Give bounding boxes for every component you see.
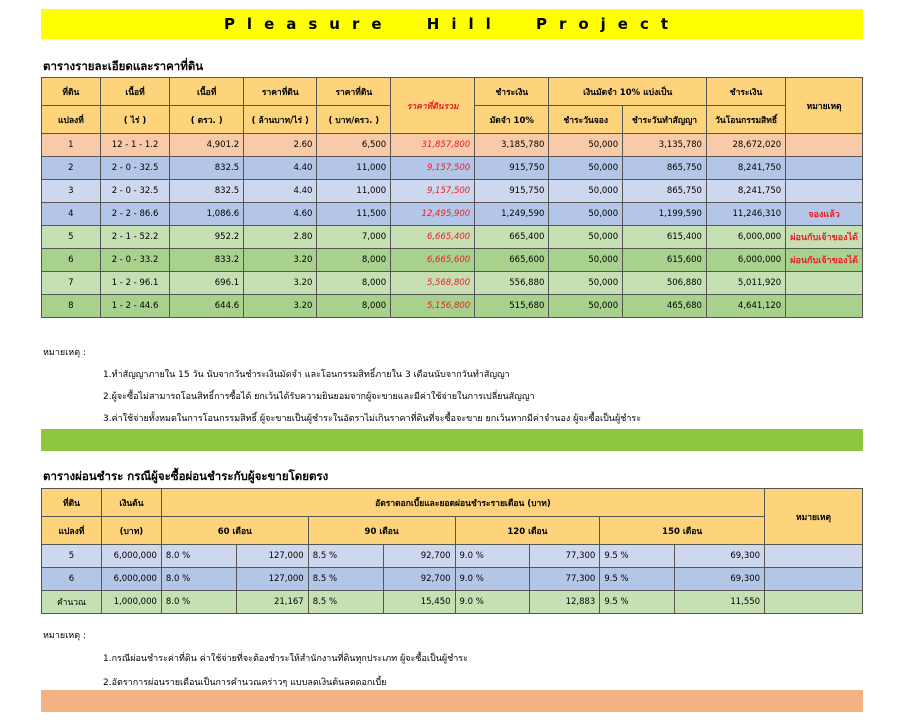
cell-rai: 2 - 2 - 86.6 xyxy=(100,203,170,226)
table-row xyxy=(42,591,863,614)
cell-reserve: 50,000 xyxy=(549,272,623,295)
cell-total: 31,857,800 xyxy=(391,134,475,157)
cell-wa: 832.5 xyxy=(170,180,244,203)
header-plot-b: แปลงที่ xyxy=(42,106,101,134)
cell-transfer: 11,246,310 xyxy=(706,203,785,226)
cell-contract: 1,199,590 xyxy=(623,203,707,226)
cell-v90: 92,700 xyxy=(383,545,455,568)
header-price-rai-b: ( ล้านบาท/ไร่ ) xyxy=(244,106,317,134)
cell-contract: 506,880 xyxy=(623,272,707,295)
cell-price-wa: 11,000 xyxy=(317,180,391,203)
cell-transfer: 6,000,000 xyxy=(706,249,785,272)
table-row xyxy=(42,203,863,226)
header-area-rai-b: ( ไร่ ) xyxy=(100,106,170,134)
cell-contract: 3,135,780 xyxy=(623,134,707,157)
cell-contract: 865,750 xyxy=(623,180,707,203)
cell-v150: 69,300 xyxy=(675,545,765,568)
table-row xyxy=(42,180,863,203)
header-price-wa-a: ราคาที่ดิน xyxy=(335,87,373,98)
inst-note-2: 2.อัตราการผ่อนรายเดือนเป็นการคำนวณคร่าวๆ แบบลดเงินต้นลดดอกเบี้ย xyxy=(103,678,387,688)
cell-deposit: 515,680 xyxy=(475,295,549,318)
header-split-contract: ชำระวันทำสัญญา xyxy=(623,106,707,134)
header-transfer-a: ชำระเงิน xyxy=(729,87,763,98)
land-note-1: 1.ทำสัญญาภายใน 15 วัน นับจากวันชำระเงินมัดจำ และโอนกรรมสิทธิ์ภายใน 3 เดือนนับจากวันทำสัญญา xyxy=(103,370,510,380)
cell-price-wa: 11,500 xyxy=(317,203,391,226)
inst-note-1: 1.กรณีผ่อนชำระค่าที่ดิน ค่าใช้จ่ายที่จะต้องชำระให้สำนักงานที่ดินทุกประเภท ผู้จะซื้อเป็นผู้ชำระ xyxy=(103,654,468,664)
cell-r120: 9.0 % xyxy=(455,591,530,614)
cell-contract: 465,680 xyxy=(623,295,707,318)
cell-v150: 11,550 xyxy=(675,591,765,614)
land-note-3: 3.ค่าใช้จ่ายทั้งหมดในการโอนกรรมสิทธิ์ ผู้จะขายเป็นผู้ชำระในอัตราไม่เกินราคาที่ดินที่จะซื้อจะขาย ยกเว้นหากมีค่าจำนอง ผู้จะซื้อเป็นผู้ชำระ xyxy=(103,414,642,424)
inst-header-group: อัตราดอกเบี้ยและยอดผ่อนชำระรายเดือน (บาท) xyxy=(161,489,764,517)
cell-contract: 615,600 xyxy=(623,249,707,272)
cell-contract: 865,750 xyxy=(623,157,707,180)
cell-rai: 2 - 0 - 32.5 xyxy=(100,157,170,180)
cell-price-wa: 6,500 xyxy=(317,134,391,157)
header-plot xyxy=(42,78,101,106)
land-note-2: 2.ผู้จะซื้อไม่สามารถโอนสิทธิ์การซื้อได้ ยกเว้นได้รับความยินยอมจากผู้จะขายและมีค่าใช้จ่ายในการเปลี่ยนสัญญา xyxy=(103,392,535,402)
cell-rai: 2 - 1 - 52.2 xyxy=(100,226,170,249)
inst-notes-head: หมายเหตุ : xyxy=(43,631,86,641)
cell-v120: 77,300 xyxy=(530,568,600,591)
cell-plot: 3 xyxy=(42,180,101,203)
cell-reserve: 50,000 xyxy=(549,157,623,180)
cell-transfer: 8,241,750 xyxy=(706,157,785,180)
cell-wa: 4,901.2 xyxy=(170,134,244,157)
land-notes-head: หมายเหตุ : xyxy=(43,348,86,358)
cell-price-rai: 2.60 xyxy=(244,134,317,157)
cell-deposit: 665,400 xyxy=(475,226,549,249)
inst-header-120: 120 เดือน xyxy=(455,517,600,545)
cell-r60: 8.0 % xyxy=(161,568,236,591)
header-transfer xyxy=(706,78,785,106)
inst-header-150: 150 เดือน xyxy=(600,517,765,545)
cell-deposit: 915,750 xyxy=(475,157,549,180)
cell-total: 5,156,800 xyxy=(391,295,475,318)
cell-r120: 9.0 % xyxy=(455,568,530,591)
cell-price-rai: 2.80 xyxy=(244,226,317,249)
header-price-rai-a: ราคาที่ดิน xyxy=(261,87,299,98)
header-price-wa xyxy=(317,78,391,106)
cell-deposit: 1,249,590 xyxy=(475,203,549,226)
cell-remark xyxy=(786,157,863,180)
header-price-rai xyxy=(244,78,317,106)
cell-remark xyxy=(765,545,863,568)
inst-header-60: 60 เดือน xyxy=(161,517,308,545)
cell-reserve: 50,000 xyxy=(549,180,623,203)
cell-price-wa: 7,000 xyxy=(317,226,391,249)
project-banner xyxy=(41,9,863,39)
cell-plot: คำนวณ xyxy=(42,591,102,614)
inst-header-principal-a: เงินต้น xyxy=(101,489,161,517)
cell-reserve: 50,000 xyxy=(549,226,623,249)
cell-price-rai: 4.40 xyxy=(244,180,317,203)
cell-wa: 833.2 xyxy=(170,249,244,272)
cell-remark: ผ่อนกับเจ้าของได้ xyxy=(786,226,863,249)
cell-remark xyxy=(786,272,863,295)
header-split-reserve: ชำระวันจอง xyxy=(549,106,623,134)
cell-price-wa: 8,000 xyxy=(317,249,391,272)
header-area-wa-b: ( ตรว. ) xyxy=(170,106,244,134)
cell-v120: 77,300 xyxy=(530,545,600,568)
cell-v90: 92,700 xyxy=(383,568,455,591)
cell-wa: 1,086.6 xyxy=(170,203,244,226)
cell-plot: 6 xyxy=(42,568,102,591)
cell-remark xyxy=(786,134,863,157)
table-row xyxy=(42,249,863,272)
inst-header-principal-b: (บาท) xyxy=(101,517,161,545)
cell-price-rai: 3.20 xyxy=(244,249,317,272)
cell-r60: 8.0 % xyxy=(161,591,236,614)
cell-principal: 1,000,000 xyxy=(101,591,161,614)
cell-plot: 5 xyxy=(42,226,101,249)
cell-plot: 8 xyxy=(42,295,101,318)
cell-plot: 1 xyxy=(42,134,101,157)
header-deposit-b: มัดจำ 10% xyxy=(475,106,549,134)
table-row xyxy=(42,545,863,568)
cell-remark xyxy=(765,591,863,614)
cell-price-wa: 8,000 xyxy=(317,272,391,295)
cell-r90: 8.5 % xyxy=(308,568,383,591)
cell-principal: 6,000,000 xyxy=(101,568,161,591)
cell-wa: 644.6 xyxy=(170,295,244,318)
cell-r150: 9.5 % xyxy=(600,568,675,591)
cell-wa: 696.1 xyxy=(170,272,244,295)
cell-deposit: 915,750 xyxy=(475,180,549,203)
table-row xyxy=(42,568,863,591)
cell-rai: 12 - 1 - 1.2 xyxy=(100,134,170,157)
cell-remark xyxy=(786,180,863,203)
cell-total: 6,665,600 xyxy=(391,249,475,272)
installment-title: ตารางผ่อนชำระ กรณีผู้จะซื้อผ่อนชำระกับผู้จะขายโดยตรง xyxy=(43,469,329,483)
table-row xyxy=(42,272,863,295)
cell-plot: 5 xyxy=(42,545,102,568)
header-remark: หมายเหตุ xyxy=(786,78,863,134)
cell-reserve: 50,000 xyxy=(549,295,623,318)
cell-price-rai: 4.40 xyxy=(244,157,317,180)
cell-principal: 6,000,000 xyxy=(101,545,161,568)
cell-plot: 6 xyxy=(42,249,101,272)
cell-rai: 2 - 0 - 33.2 xyxy=(100,249,170,272)
header-area-rai-a: เนื้อที่ xyxy=(125,87,145,98)
cell-transfer: 28,672,020 xyxy=(706,134,785,157)
header-total-price: ราคาที่ดินรวม xyxy=(391,78,475,134)
cell-contract: 615,400 xyxy=(623,226,707,249)
cell-v90: 15,450 xyxy=(383,591,455,614)
cell-reserve: 50,000 xyxy=(549,203,623,226)
cell-rai: 1 - 2 - 44.6 xyxy=(100,295,170,318)
cell-transfer: 4,641,120 xyxy=(706,295,785,318)
table-row xyxy=(42,134,863,157)
cell-r90: 8.5 % xyxy=(308,591,383,614)
cell-transfer: 5,011,920 xyxy=(706,272,785,295)
cell-remark xyxy=(786,295,863,318)
cell-total: 12,495,900 xyxy=(391,203,475,226)
cell-r150: 9.5 % xyxy=(600,591,675,614)
cell-plot: 4 xyxy=(42,203,101,226)
cell-transfer: 6,000,000 xyxy=(706,226,785,249)
cell-v120: 12,883 xyxy=(530,591,600,614)
cell-r90: 8.5 % xyxy=(308,545,383,568)
cell-total: 9,157,500 xyxy=(391,157,475,180)
project-title: Pleasure Hill Project xyxy=(223,15,681,33)
table-row xyxy=(42,157,863,180)
cell-rai: 1 - 2 - 96.1 xyxy=(100,272,170,295)
cell-price-rai: 3.20 xyxy=(244,272,317,295)
green-divider-bar xyxy=(41,429,863,451)
header-deposit xyxy=(475,78,549,106)
cell-deposit: 3,185,780 xyxy=(475,134,549,157)
cell-v150: 69,300 xyxy=(675,568,765,591)
header-price-wa-b: ( บาท/ตรว. ) xyxy=(317,106,391,134)
cell-price-rai: 4.60 xyxy=(244,203,317,226)
header-deposit-split: เงินมัดจำ 10% แบ่งเป็น xyxy=(549,78,707,106)
header-deposit-a: ชำระเงิน xyxy=(495,87,529,98)
header-area-rai xyxy=(100,78,170,106)
cell-price-rai: 3.20 xyxy=(244,295,317,318)
cell-r60: 8.0 % xyxy=(161,545,236,568)
cell-total: 9,157,500 xyxy=(391,180,475,203)
inst-header-plot-a: ที่ดิน xyxy=(42,489,102,517)
table-row xyxy=(42,295,863,318)
header-area-wa-a: เนื้อที่ xyxy=(196,87,217,98)
installment-table xyxy=(41,488,863,614)
cell-wa: 952.2 xyxy=(170,226,244,249)
cell-reserve: 50,000 xyxy=(549,134,623,157)
header-plot-a: ที่ดิน xyxy=(62,87,80,98)
inst-header-plot-b: แปลงที่ xyxy=(42,517,102,545)
cell-plot: 2 xyxy=(42,157,101,180)
land-details-title: ตารางรายละเอียดและราคาที่ดิน xyxy=(43,59,204,73)
land-details-table xyxy=(41,77,863,318)
orange-divider-bar xyxy=(41,690,863,712)
inst-header-remark: หมายเหตุ xyxy=(765,489,863,545)
cell-r150: 9.5 % xyxy=(600,545,675,568)
cell-v60: 127,000 xyxy=(236,545,308,568)
cell-remark: ผ่อนกับเจ้าของได้ xyxy=(786,249,863,272)
cell-v60: 21,167 xyxy=(236,591,308,614)
cell-total: 5,568,800 xyxy=(391,272,475,295)
cell-price-wa: 8,000 xyxy=(317,295,391,318)
cell-remark xyxy=(765,568,863,591)
header-transfer-b: วันโอนกรรมสิทธิ์ xyxy=(706,106,785,134)
inst-header-90: 90 เดือน xyxy=(308,517,455,545)
cell-deposit: 556,880 xyxy=(475,272,549,295)
header-area-wa xyxy=(170,78,244,106)
cell-remark: จองแล้ว xyxy=(786,203,863,226)
cell-v60: 127,000 xyxy=(236,568,308,591)
table-row xyxy=(42,226,863,249)
cell-total: 6,665,400 xyxy=(391,226,475,249)
cell-reserve: 50,000 xyxy=(549,249,623,272)
cell-plot: 7 xyxy=(42,272,101,295)
cell-wa: 832.5 xyxy=(170,157,244,180)
cell-transfer: 8,241,750 xyxy=(706,180,785,203)
cell-rai: 2 - 0 - 32.5 xyxy=(100,180,170,203)
cell-deposit: 665,600 xyxy=(475,249,549,272)
cell-price-wa: 11,000 xyxy=(317,157,391,180)
cell-r120: 9.0 % xyxy=(455,545,530,568)
